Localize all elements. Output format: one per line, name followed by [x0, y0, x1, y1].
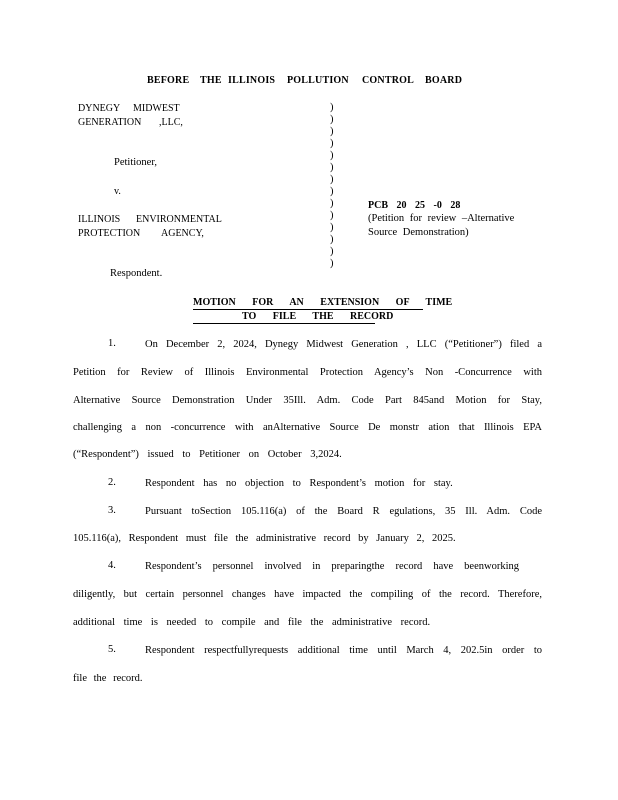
caption-paren: ) — [330, 114, 334, 125]
caption-paren: ) — [330, 198, 334, 209]
caption-paren: ) — [330, 174, 334, 185]
case-type-line: (Petition for review –Alternative — [368, 213, 515, 224]
case-number: PCB 20 25 -0 28 — [368, 200, 461, 211]
paragraph-line: Alternative Source Demonstration Under 35Ill. Adm. Code Part 845and Motion for Stay, — [73, 395, 542, 406]
respondent-name-part: ENVIRONMENTAL — [136, 214, 222, 225]
petitioner-name-part: MIDWEST — [133, 103, 180, 114]
heading-word: BEFORE — [147, 75, 190, 86]
paragraph-number: 1. — [108, 338, 116, 349]
heading-word: BOARD — [425, 75, 463, 86]
petitioner-name-part: GENERATION — [78, 117, 142, 128]
paragraph-number: 5. — [108, 644, 116, 655]
paragraph-line: file the record. — [73, 673, 143, 684]
caption-paren: ) — [330, 138, 334, 149]
paragraph-line: 105.116(a), Respondent must file the administrative record by January 2, 2025. — [73, 533, 456, 544]
caption-paren: ) — [330, 126, 334, 137]
caption-paren: ) — [330, 234, 334, 245]
paragraph-line: additional time is needed to compile and file the administrative record. — [73, 617, 431, 628]
respondent-name-part: AGENCY, — [161, 228, 204, 239]
paragraph-number: 4. — [108, 560, 116, 571]
motion-title-line2: TO FILE THE RECORD — [242, 311, 394, 322]
paragraph-line: Respondent respectfullyrequests additional time until March 4, 202.5in order to — [145, 645, 542, 656]
versus: v. — [114, 186, 121, 197]
title-underline — [193, 323, 375, 324]
heading-word: ILLINOIS — [228, 75, 276, 86]
caption-paren: ) — [330, 210, 334, 221]
respondent-name-part: PROTECTION — [78, 228, 141, 239]
petitioner-role: Petitioner, — [114, 157, 158, 168]
caption-paren-column — [330, 102, 338, 270]
title-underline — [193, 309, 423, 310]
caption-paren: ) — [330, 222, 334, 233]
caption-paren: ) — [330, 246, 334, 257]
paragraph-line: Pursuant toSection 105.116(a) of the Board R egulations, 35 Ill. Adm. Code — [145, 506, 542, 517]
caption-paren: ) — [330, 102, 334, 113]
paragraph-number: 2. — [108, 477, 116, 488]
motion-title-line1: MOTION FOR AN EXTENSION OF TIME — [193, 297, 453, 308]
caption-paren: ) — [330, 150, 334, 161]
paragraph-line: diligently, but certain personnel changes have impacted the compiling of the record. Therefore, — [73, 589, 542, 600]
case-type-line: Source Demonstration) — [368, 227, 469, 238]
heading-word: POLLUTION — [287, 75, 349, 86]
petitioner-name-part: DYNEGY — [78, 103, 121, 114]
paragraph-number: 3. — [108, 505, 116, 516]
heading-word: CONTROL — [362, 75, 414, 86]
heading-word: THE — [200, 75, 222, 86]
paragraph-line: Respondent’s personnel involved in preparingthe record have beenworking — [145, 561, 519, 572]
petitioner-name-part: ,LLC, — [159, 117, 183, 128]
paragraph-line: (“Respondent”) issued to Petitioner on October 3,2024. — [73, 449, 342, 460]
respondent-name-part: ILLINOIS — [78, 214, 121, 225]
caption-paren: ) — [330, 258, 334, 269]
paragraph-line: Petition for Review of Illinois Environmental Protection Agency’s Non -Concurrence with — [73, 367, 542, 378]
paragraph-line: Respondent has no objection to Respondent’s motion for stay. — [145, 478, 453, 489]
paragraph-line: challenging a non -concurrence with anAlternative Source De monstr ation that Illinois EPA — [73, 422, 542, 433]
paragraph-line: On December 2, 2024, Dynegy Midwest Generation , LLC (“Petitioner”) filed a — [145, 339, 542, 350]
respondent-role: Respondent. — [110, 268, 163, 279]
caption-paren: ) — [330, 186, 334, 197]
caption-paren: ) — [330, 162, 334, 173]
